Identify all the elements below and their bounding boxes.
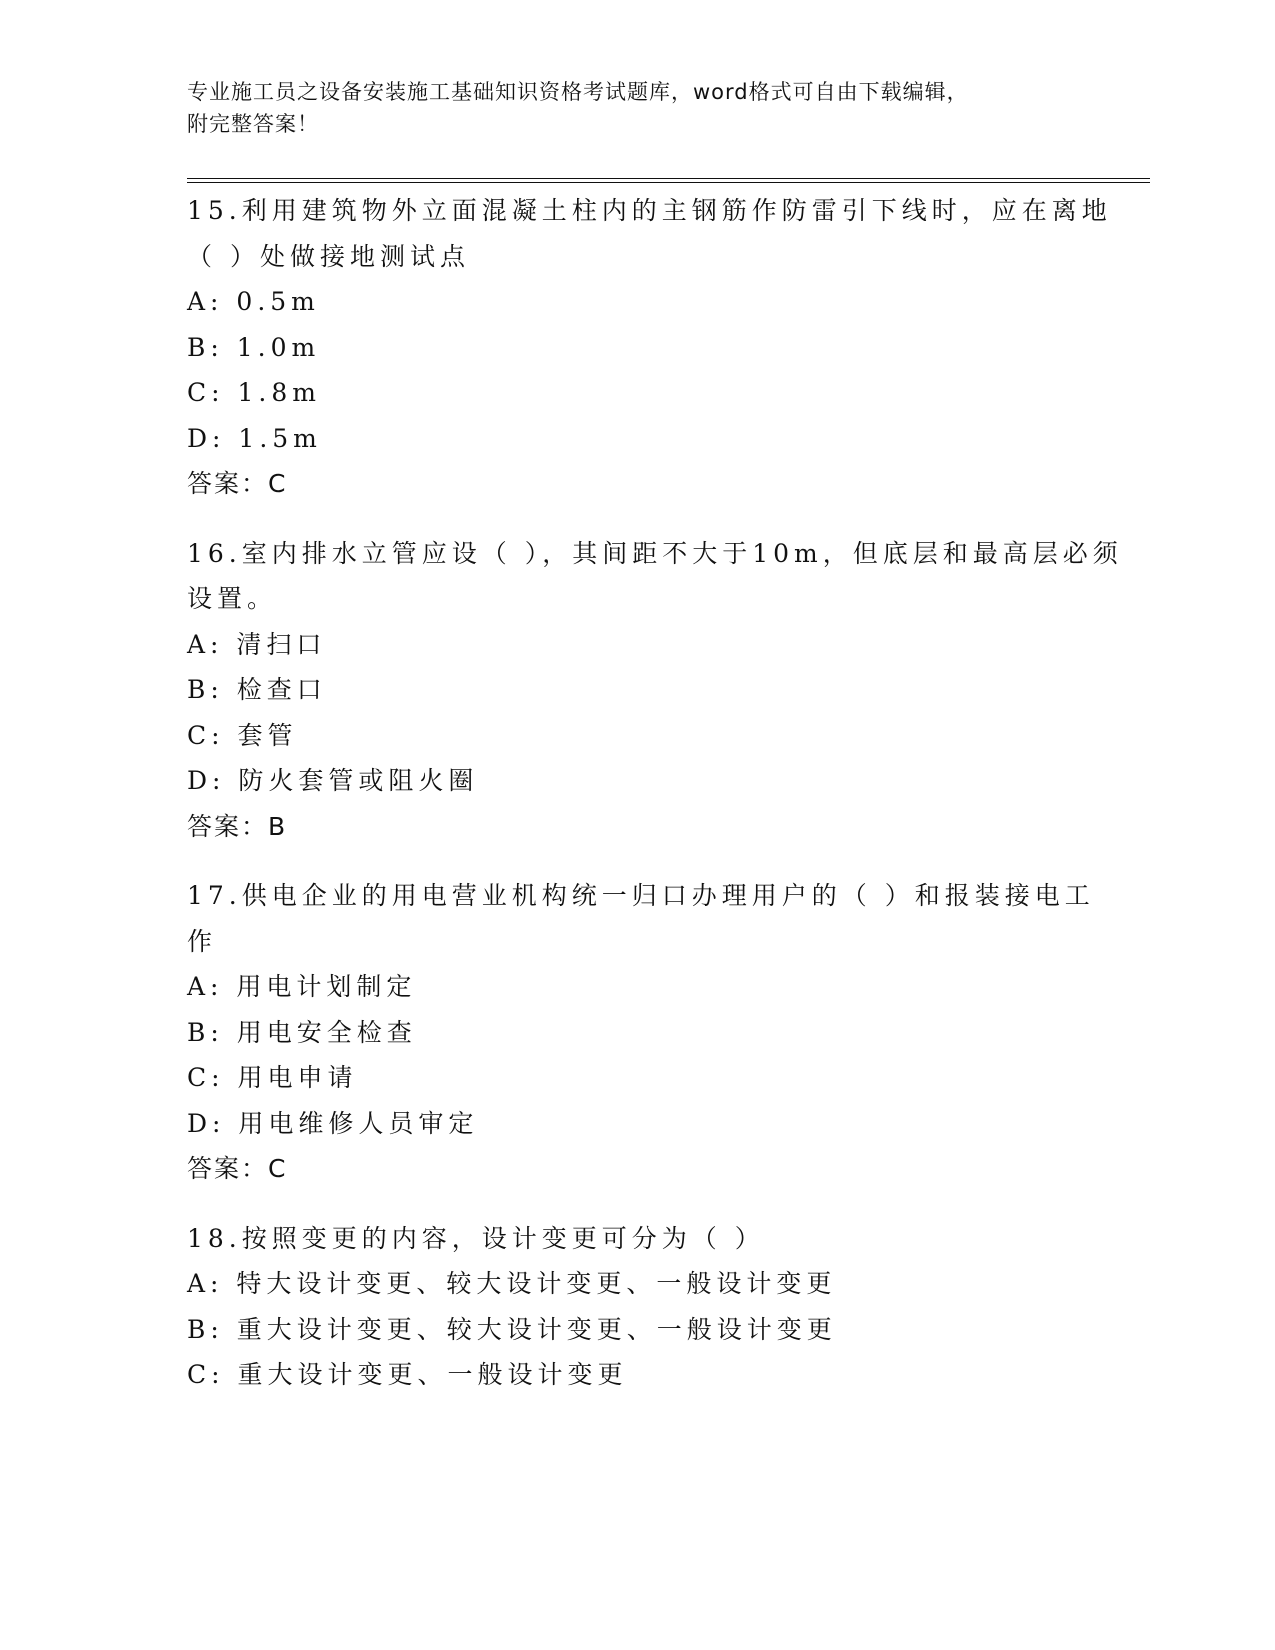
option-b: B: 检查口 <box>187 675 327 704</box>
option-c: C: 重大设计变更、一般设计变更 <box>187 1360 628 1389</box>
question-stem-line: 设置。 <box>187 584 278 613</box>
header-line-1: 专业施工员之设备安装施工基础知识资格考试题库，word格式可自由下载编辑， <box>187 80 969 104</box>
header-divider-bottom <box>187 182 1150 183</box>
question-list <box>187 188 1123 1422</box>
option-c: C: 1.8m <box>187 378 321 407</box>
answer-line: 答案：C <box>187 1154 288 1183</box>
question-item <box>187 188 1112 507</box>
option-c: C: 用电申请 <box>187 1063 358 1092</box>
question-item <box>187 531 1123 850</box>
option-a: A: 清扫口 <box>187 629 327 659</box>
document-header <box>187 76 1087 140</box>
question-item <box>187 1216 1087 1398</box>
option-a: A: 特大设计变更、较大设计变更、一般设计变更 <box>187 1269 837 1298</box>
question-stem-line: 15.利用建筑物外立面混凝土柱内的主钢筋作防雷引下线时，应在离地 <box>187 196 1112 225</box>
option-a: A: 用电计划制定 <box>187 972 417 1001</box>
option-b: B: 重大设计变更、较大设计变更、一般设计变更 <box>187 1314 837 1344</box>
option-d: D: 1.5m <box>187 423 322 453</box>
question-stem-line: 作 <box>187 926 218 956</box>
header-divider-top <box>187 178 1150 179</box>
answer-line: 答案：C <box>187 469 288 498</box>
option-c: C: 套管 <box>187 720 298 750</box>
question-stem-line: 16.室内排水立管应设（ ），其间距不大于10m，但底层和最高层必须 <box>187 538 1123 568</box>
question-stem-line: （ ）处做接地测试点 <box>187 241 470 271</box>
question-item <box>187 873 1095 1192</box>
option-a: A: 0.5m <box>187 287 320 316</box>
option-b: B: 用电安全检查 <box>187 1017 417 1047</box>
header-line-2: 附完整答案！ <box>187 112 319 136</box>
question-stem-line: 17.供电企业的用电营业机构统一归口办理用户的（ ）和报装接电工 <box>187 881 1095 910</box>
option-b: B: 1.0m <box>187 332 321 362</box>
question-stem-line: 18.按照变更的内容，设计变更可分为（ ） <box>187 1223 765 1253</box>
answer-line: 答案：B <box>187 811 288 841</box>
option-d: D: 防火套管或阻火圈 <box>187 766 479 795</box>
option-d: D: 用电维修人员审定 <box>187 1108 479 1138</box>
